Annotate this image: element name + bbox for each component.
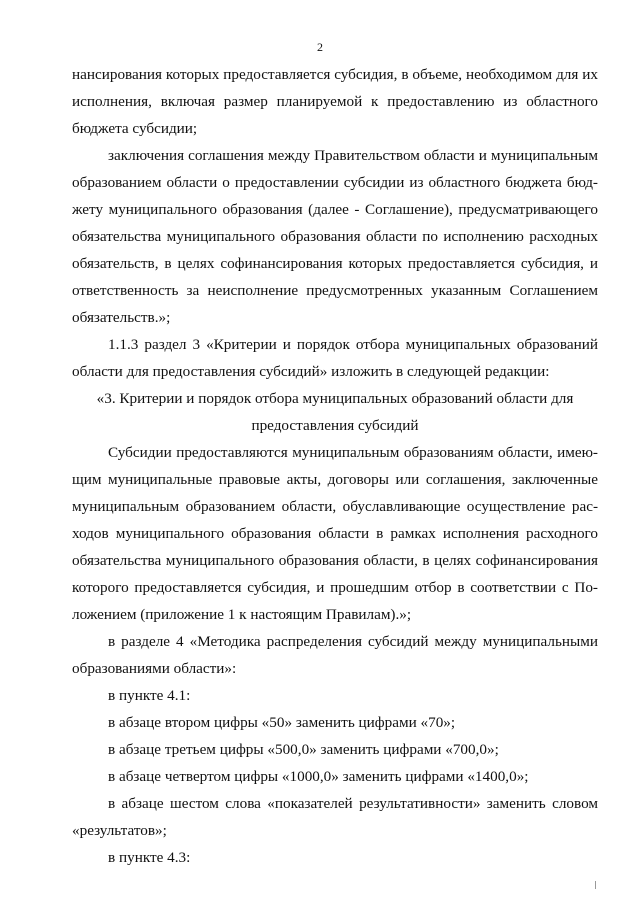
text-line: в пункте 4.1:: [108, 687, 191, 704]
text-line: Субсидии предоставляются муниципальным образованиям области, имею-: [108, 444, 598, 461]
text-line: в пункте 4.3:: [108, 849, 191, 866]
text-line: образованием области о предоставлении субсидии из областного бюджета бюд-: [72, 174, 598, 191]
text-line: в абзаце шестом слова «показателей результативности» заменить словом: [108, 795, 598, 812]
text-line: щим муниципальные правовые акты, договоры или соглашения, заключенные: [72, 471, 598, 488]
scan-artifact: [595, 881, 596, 889]
text-line: области для предоставления субсидий» изложить в следующей редакции:: [72, 363, 550, 380]
text-line: в разделе 4 «Методика распределения субсидий между муниципальными: [108, 633, 598, 650]
text-line: 1.1.3 раздел 3 «Критерии и порядок отбора муниципальных образований: [108, 336, 598, 353]
text-line: муниципальным образованием области, обуславливающие осуществление рас-: [72, 498, 598, 515]
text-line: нансирования которых предоставляется субсидия, в объеме, необходимом для их: [72, 66, 598, 83]
text-line: в абзаце втором цифры «50» заменить цифрами «70»;: [108, 714, 456, 731]
text-line: заключения соглашения между Правительством области и муниципальным: [108, 147, 598, 164]
section-heading: предоставления субсидий: [251, 417, 419, 434]
text-line: жету муниципального образования (далее - Соглашение), предусматривающего: [72, 201, 598, 218]
text-line: ходов муниципального образования области в рамках исполнения расходного: [72, 525, 598, 542]
text-line: обязательств.»;: [72, 309, 171, 326]
text-line: обязательств, в целях софинансирования которых предоставляется субсидия, и: [72, 255, 598, 272]
text-line: «результатов»;: [72, 822, 167, 839]
text-line: ложением (приложение 1 к настоящим Правилам).»;: [72, 606, 412, 623]
text-line: обязательства муниципального образования области, в целях софинансирования: [72, 552, 598, 569]
page-number: 2: [317, 40, 323, 54]
text-line: обязательства муниципального образования области по исполнению расходных: [72, 228, 598, 245]
section-heading: «3. Критерии и порядок отбора муниципальных образований области для: [96, 390, 574, 407]
text-line: ответственность за неисполнение предусмотренных указанным Соглашением: [72, 282, 598, 299]
text-line: в абзаце третьем цифры «500,0» заменить цифрами «700,0»;: [108, 741, 499, 758]
text-line: образованиями области»:: [72, 660, 237, 677]
text-line: бюджета субсидии;: [72, 120, 198, 137]
text-line: которого предоставляется субсидия, и прошедшим отбор в соответствии с По-: [72, 579, 598, 596]
text-line: в абзаце четвертом цифры «1000,0» заменить цифрами «1400,0»;: [108, 768, 529, 785]
text-line: исполнения, включая размер планируемой к предоставлению из областного: [72, 93, 598, 110]
